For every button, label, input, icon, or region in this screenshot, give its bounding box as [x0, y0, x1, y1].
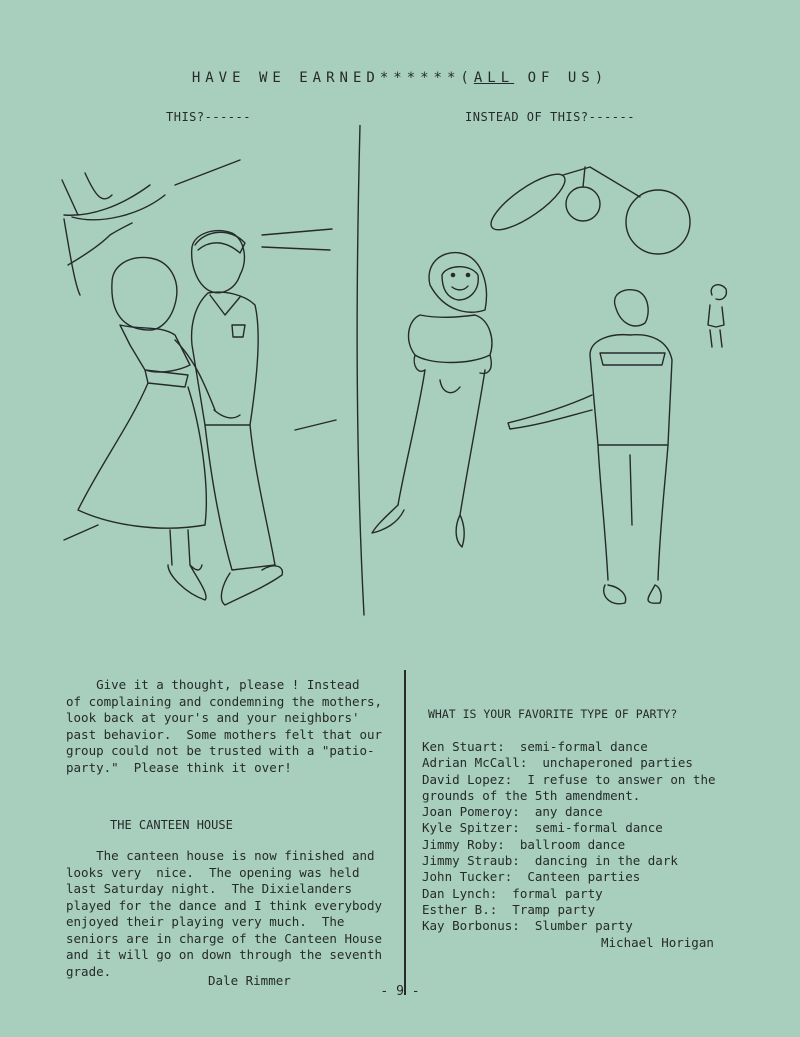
author-byline: Dale Rimmer — [208, 973, 291, 988]
title-main: HAVE WE EARNED — [191, 70, 380, 86]
dancer-eye — [466, 273, 469, 276]
survey-answer: Adrian McCall: unchaperoned parties — [422, 755, 693, 771]
girl-hair — [112, 257, 177, 330]
survey-answer: Jimmy Roby: ballroom dance — [422, 836, 626, 852]
survey-answer: Esther B.: Tramp party — [422, 901, 596, 917]
editorial-paragraph: Give it a thought, please ! Instead of complaining and condemning the mothers, look back at your's and your neighbors' past behavior. Some mothers felt that our group could not be trusted with a "patio- party." Please think it over! — [66, 677, 383, 775]
dancer-arms — [414, 355, 491, 373]
boy-collar — [210, 295, 240, 315]
survey-answers-list — [422, 739, 716, 935]
survey-answer: Ken Stuart: semi-formal dance — [422, 739, 648, 754]
girl-dress-top — [120, 325, 190, 372]
page-title — [0, 70, 800, 86]
back-boy-head — [615, 290, 649, 326]
tree-trunk — [64, 185, 165, 295]
title-all: ALL — [473, 70, 515, 86]
title-stars: ****** — [379, 70, 461, 86]
back-boy-shirt — [590, 335, 672, 445]
girl-legs — [170, 530, 190, 565]
tree-branch — [62, 173, 112, 215]
survey-answer: Dan Lynch: formal party — [422, 885, 603, 901]
boy-hair — [195, 232, 245, 253]
survey-answer: Joan Pomeroy: any dance — [422, 804, 603, 820]
balloon-large — [626, 190, 690, 254]
canteen-house-heading: THE CANTEEN HOUSE — [110, 818, 233, 832]
tree-branch — [175, 160, 240, 185]
survey-answer: Kay Borbonus: Slumber party — [422, 918, 633, 934]
back-boy-pants — [598, 445, 668, 580]
title-open: ( — [460, 70, 474, 86]
survey-signature: Michael Horigan — [601, 935, 714, 950]
balloon-strings — [563, 167, 640, 197]
boy-hands — [214, 410, 240, 418]
survey-question: WHAT IS YOUR FAVORITE TYPE OF PARTY? — [428, 707, 678, 721]
canteen-house-paragraph: The canteen house is now finished and looks very nice. The opening was held last Saturday night. The Dixielanders played for the dance and I think everybody enjoyed their playing very much. The seniors are in charge of the Canteen House and it will go on down through the seventh grade. — [66, 848, 383, 979]
girl-waist — [145, 370, 188, 387]
column-divider — [404, 670, 406, 995]
back-boy-arm — [508, 395, 592, 429]
dancer-mouth — [452, 286, 468, 290]
page-number: - 9 - — [380, 984, 420, 999]
dancer-shoes — [372, 505, 464, 547]
survey-answer: Kyle Spitzer: semi-formal dance — [422, 820, 663, 836]
background-stroke — [64, 229, 336, 540]
back-boy-collar — [600, 353, 665, 365]
cartoon-illustration — [0, 125, 800, 645]
small-figure — [708, 285, 726, 347]
dancer-eye — [451, 273, 454, 276]
back-boy-shoes — [604, 585, 661, 604]
boy-shoes — [221, 566, 282, 605]
survey-answer: Jimmy Straub: dancing in the dark — [422, 853, 678, 869]
dancer-face — [442, 267, 478, 300]
survey-answer: David Lopez: I refuse to answer on the — [422, 771, 716, 787]
drawing-divider-line — [357, 125, 364, 615]
dancer-blouse — [409, 315, 492, 363]
dancer-pants — [398, 370, 485, 515]
survey-answer: John Tucker: Canteen parties — [422, 869, 641, 885]
balloon-small — [566, 187, 600, 221]
boy-pants — [205, 425, 275, 570]
title-rest: OF US) — [514, 70, 609, 86]
caption-right: INSTEAD OF THIS?------ — [465, 110, 635, 124]
caption-left: THIS?------ — [166, 110, 251, 124]
survey-answer: grounds of the 5th amendment. — [422, 787, 641, 803]
girl-arm — [175, 340, 215, 410]
balloon-long — [484, 165, 572, 238]
girl-shoes — [168, 565, 206, 600]
girl-skirt — [78, 383, 206, 528]
boy-shirt — [192, 292, 259, 425]
boy-pocket — [232, 325, 245, 337]
